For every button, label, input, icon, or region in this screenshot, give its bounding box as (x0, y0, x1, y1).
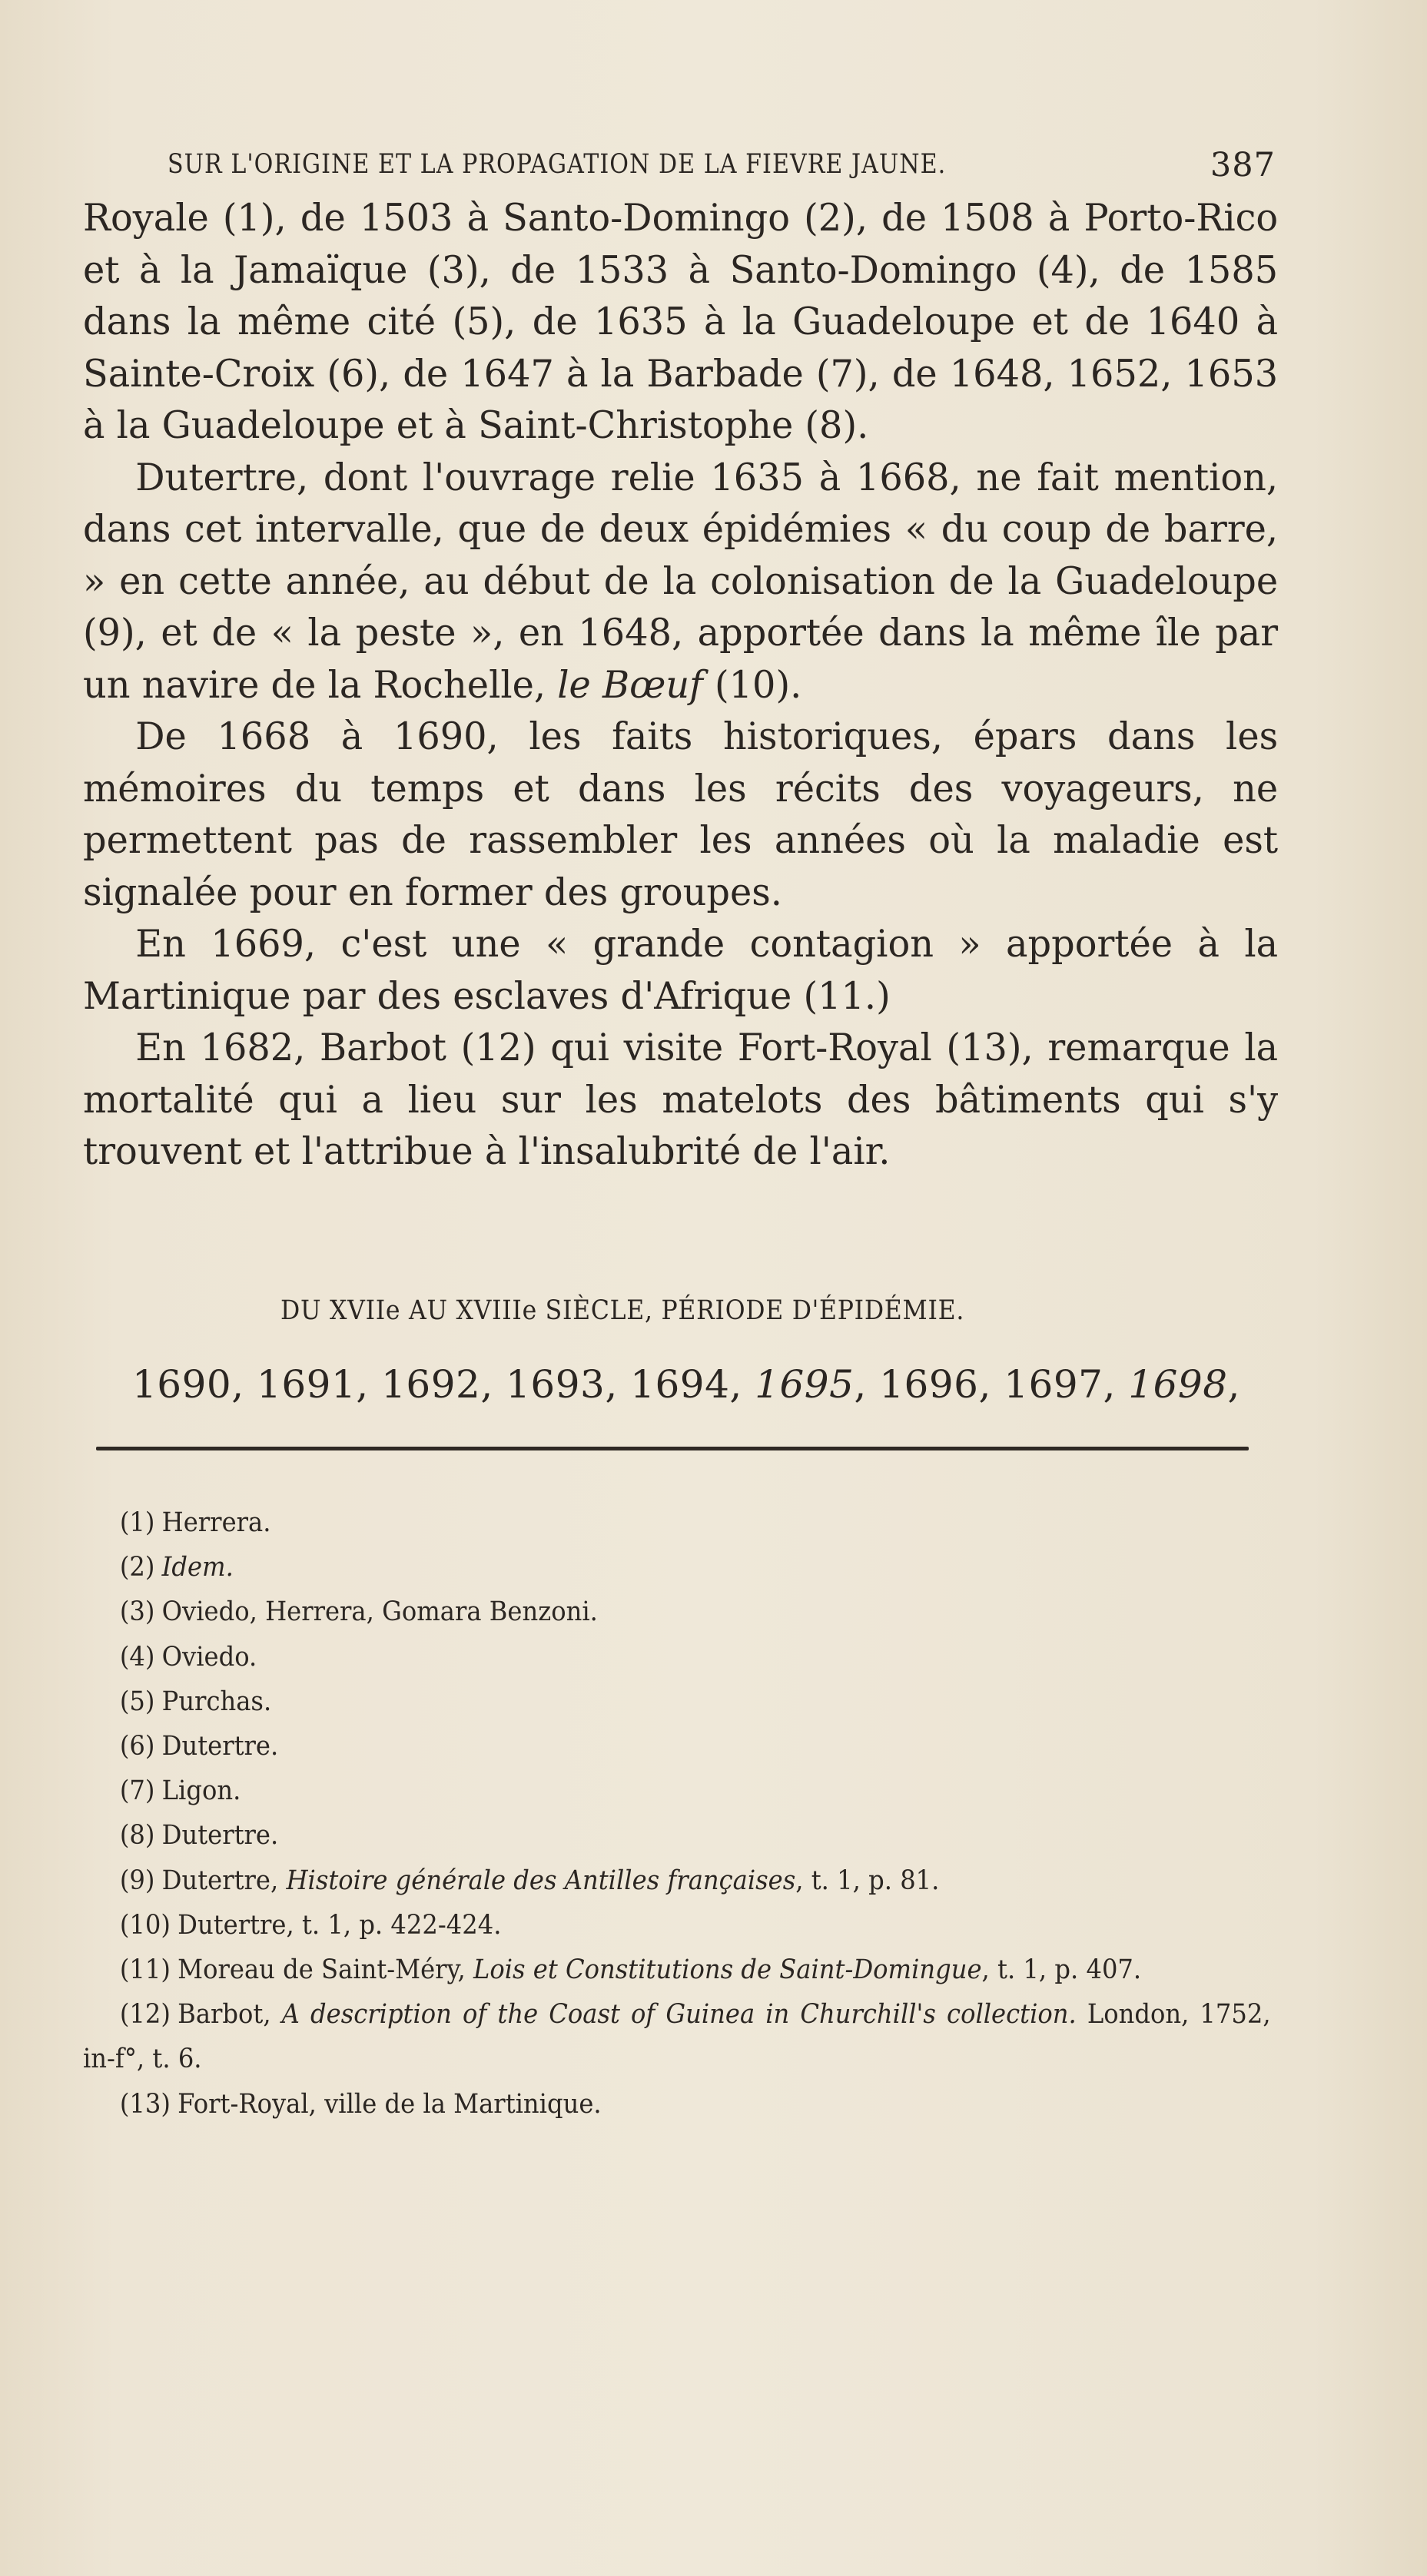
year-italic-1698: 1698 (1128, 1362, 1228, 1407)
footnote-ref: London, 1752, in-f°, t. 6. (83, 1999, 1271, 2075)
section-heading: DU XVIIe AU XVIIIe SIÈCLE, PÉRIODE D'ÉPIDÉMIE. (280, 1295, 965, 1326)
footnote-text: Fort-Royal, ville de la Martinique. (178, 2088, 602, 2120)
body-text (83, 192, 1278, 1178)
years-line (132, 1362, 1262, 1407)
footnote-text: Idem. (161, 1552, 234, 1583)
footnote-text: Dutertre. (161, 1731, 279, 1762)
footnote-number: (11) (119, 1954, 171, 1986)
footnote-text: Oviedo. (161, 1641, 257, 1673)
footnote-9 (83, 1858, 1175, 1903)
paragraph-5: En 1682, Barbot (12) qui visite Fort-Royal (13), remarque la mortalité qui a lieu sur les matelots des bâtiments qui s'y trouvent et l'attribue à l'insalubrité de l'air. (83, 1026, 1279, 1173)
footnote-number: (12) (119, 1999, 171, 2031)
footnote-3 (83, 1590, 1175, 1634)
footnote-text: Herrera. (161, 1507, 271, 1538)
footnote-6 (83, 1724, 1175, 1769)
running-title: SUR L'ORIGINE ET LA PROPAGATION DE LA FIEVRE JAUNE. (168, 149, 947, 180)
footnote-rule (96, 1447, 1249, 1450)
footnote-text: Dutertre, (161, 1865, 287, 1896)
years-part-1: 1690, 1691, 1692, 1693, 1694, (132, 1362, 755, 1407)
years-part-3: , (1227, 1362, 1240, 1407)
footnote-number: (3) (119, 1596, 155, 1628)
year-italic-1695: 1695 (755, 1362, 855, 1407)
footnote-10 (83, 1903, 1175, 1948)
paragraph-3: De 1668 à 1690, les faits historiques, épars dans les mémoires du temps et dans les récits des voyageurs, ne permettent pas de rassembler les années où la maladie est signalée pour en former des groupes. (83, 714, 1279, 914)
footnote-13 (83, 2082, 1175, 2127)
footnotes (83, 1500, 1270, 2127)
footnote-title: Histoire générale des Antilles françaises (286, 1865, 796, 1896)
ship-name: le Bœuf (557, 662, 703, 707)
footnote-number: (13) (119, 2088, 171, 2120)
footnote-text: Moreau de Saint-Méry, (178, 1954, 473, 1986)
footnote-7 (83, 1769, 1175, 1813)
footnote-text: Dutertre. (161, 1820, 279, 1852)
paragraph-2-end: (10). (702, 662, 802, 707)
footnote-number: (2) (119, 1552, 155, 1583)
footnote-number: (6) (119, 1731, 155, 1762)
footnote-text: Purchas. (161, 1686, 272, 1717)
footnote-number: (8) (119, 1820, 155, 1852)
footnote-text: Oviedo, Herrera, Gomara Benzoni. (161, 1596, 598, 1628)
footnote-text: Dutertre, t. 1, p. 422-424. (178, 1909, 502, 1941)
footnote-2 (83, 1545, 1175, 1590)
footnote-text: Barbot, (178, 1999, 282, 2031)
footnote-number: (10) (119, 1909, 171, 1941)
footnote-11 (83, 1948, 1271, 1992)
footnote-5 (83, 1679, 1175, 1724)
footnote-number: (5) (119, 1686, 155, 1717)
footnote-number: (4) (119, 1641, 155, 1673)
running-head (168, 144, 1276, 191)
footnote-4 (83, 1635, 1175, 1679)
paragraph-2-text: Dutertre, dont l'ouvrage relie 1635 à 1668, ne fait mention, dans cet intervalle, que de deux épidémies « du coup de barre, » en cette année, au début de la colonisation de la Guadeloupe (9), et de « la peste », en 1648, apportée dans la même île par un navire de la Rochelle, (83, 455, 1279, 707)
footnote-number: (1) (119, 1507, 155, 1538)
page-number: 387 (1210, 146, 1276, 184)
footnote-text: Ligon. (161, 1775, 241, 1807)
footnote-12 (83, 1992, 1271, 2081)
paragraph-1: Royale (1), de 1503 à Santo-Domingo (2), de 1508 à Porto-Rico et à la Jamaïque (3), de 1533 à Santo-Domingo (4), de 1585 dans la même cité (5), de 1635 à la Guadeloupe et de 1640 à Sainte-Croix (6), de 1647 à la Barbade (7), de 1648, 1652, 1653 à la Guadeloupe et à Saint-Christophe (8). (83, 196, 1279, 447)
paragraph-2 (83, 452, 1278, 711)
years-part-2: , 1696, 1697, (854, 1362, 1129, 1407)
footnote-ref: , t. 1, p. 81. (795, 1865, 940, 1896)
footnote-number: (7) (119, 1775, 155, 1807)
footnote-ref: , t. 1, p. 407. (981, 1954, 1142, 1986)
footnote-title: Lois et Constitutions de Saint-Domingue (473, 1954, 982, 1986)
footnote-title: A description of the Coast of Guinea in Churchill's collection. (281, 1999, 1077, 2031)
footnote-8 (83, 1813, 1175, 1858)
footnote-1 (83, 1500, 1175, 1545)
footnote-number: (9) (119, 1865, 155, 1896)
paragraph-4: En 1669, c'est une « grande contagion » apportée à la Martinique par des esclaves d'Afrique (11.) (83, 922, 1279, 1018)
